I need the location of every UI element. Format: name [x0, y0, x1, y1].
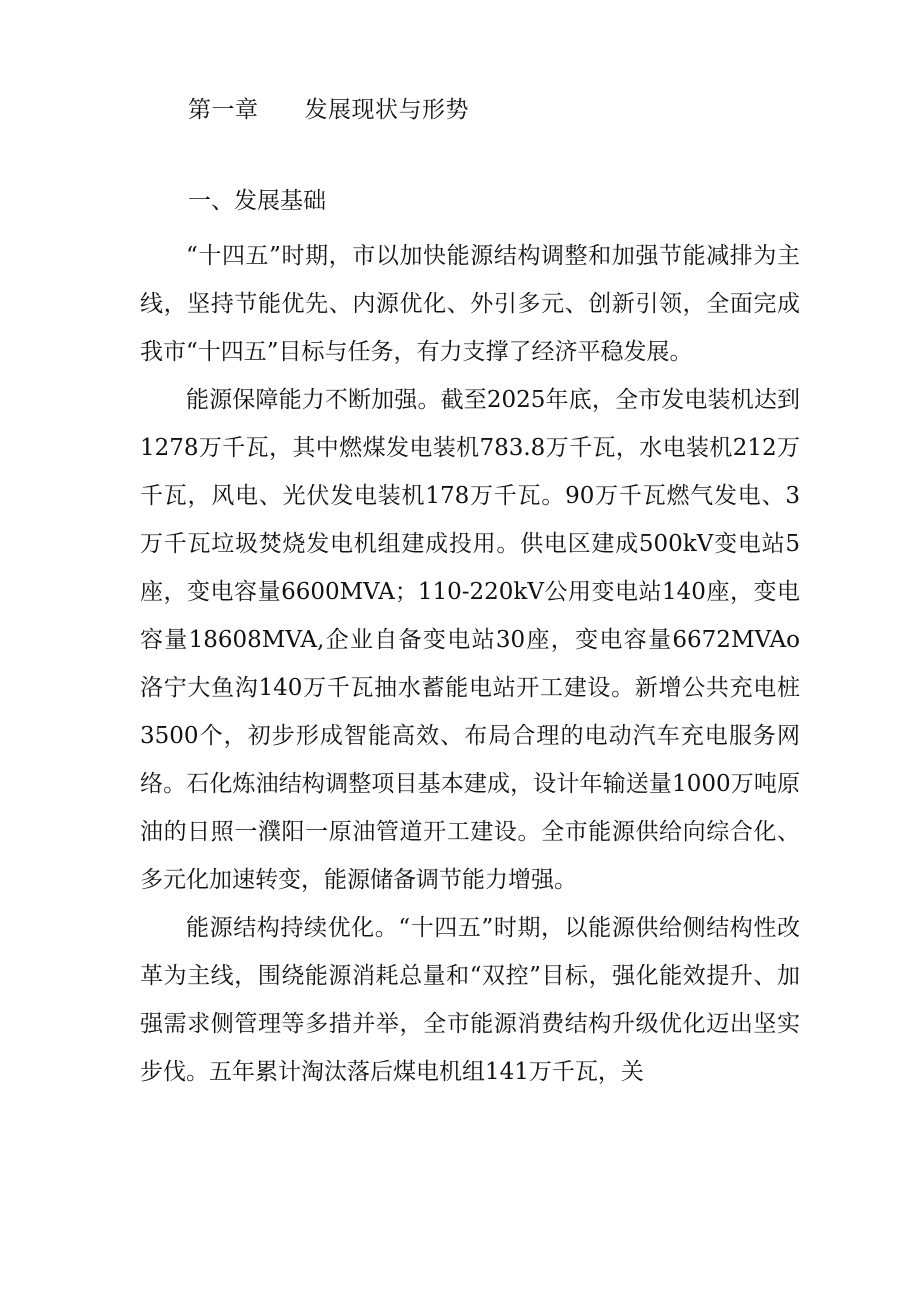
chapter-label: 第一章: [188, 97, 259, 123]
body-text: [140, 232, 800, 1096]
paragraph-energy-supply: 能源保障能力不断加强。截至2025年底，全市发电装机达到1278万千瓦，其中燃煤发电装机783.8万千瓦，水电装机212万千瓦，风电、光伏发电装机178万千瓦。90万千瓦燃气发电、3万千瓦垃圾焚烧发电机组建成投用。供电区建成500kV变电站5座，变电容量6600MVA；110-220kV公用变电站140座，变电容量18608MVA,企业自备变电站30座，变电容量6672MVAo洛宁大鱼沟140万千瓦抽水蓄能电站开工建设。新增公共充电桩3500个，初步形成智能高效、布局合理的电动汽车充电服务网络。石化炼油结构调整项目基本建成，设计年输送量1000万吨原油的日照一濮阳一原油管道开工建设。全市能源供给向综合化、多元化加速转变，能源储备调节能力增强。: [140, 387, 800, 893]
chapter-heading: [188, 92, 469, 128]
paragraph-intro: “十四五”时期，市以加快能源结构调整和加强节能减排为主线，坚持节能优先、内源优化、外引多元、创新引领，全面完成我市“十四五”目标与任务，有力支撑了经济平稳发展。: [140, 243, 800, 365]
chapter-title-text: 发展现状与形势: [304, 97, 469, 123]
section-heading: 一、发展基础: [188, 188, 326, 214]
paragraph-energy-structure: 能源结构持续优化。“十四五”时期，以能源供给侧结构性改革为主线，围绕能源消耗总量和“双控”目标，强化能效提升、加强需求侧管理等多措并举，全市能源消费结构升级优化迈出坚实步伐。五年累计淘汰落后煤电机组141万千瓦，关: [140, 915, 800, 1085]
